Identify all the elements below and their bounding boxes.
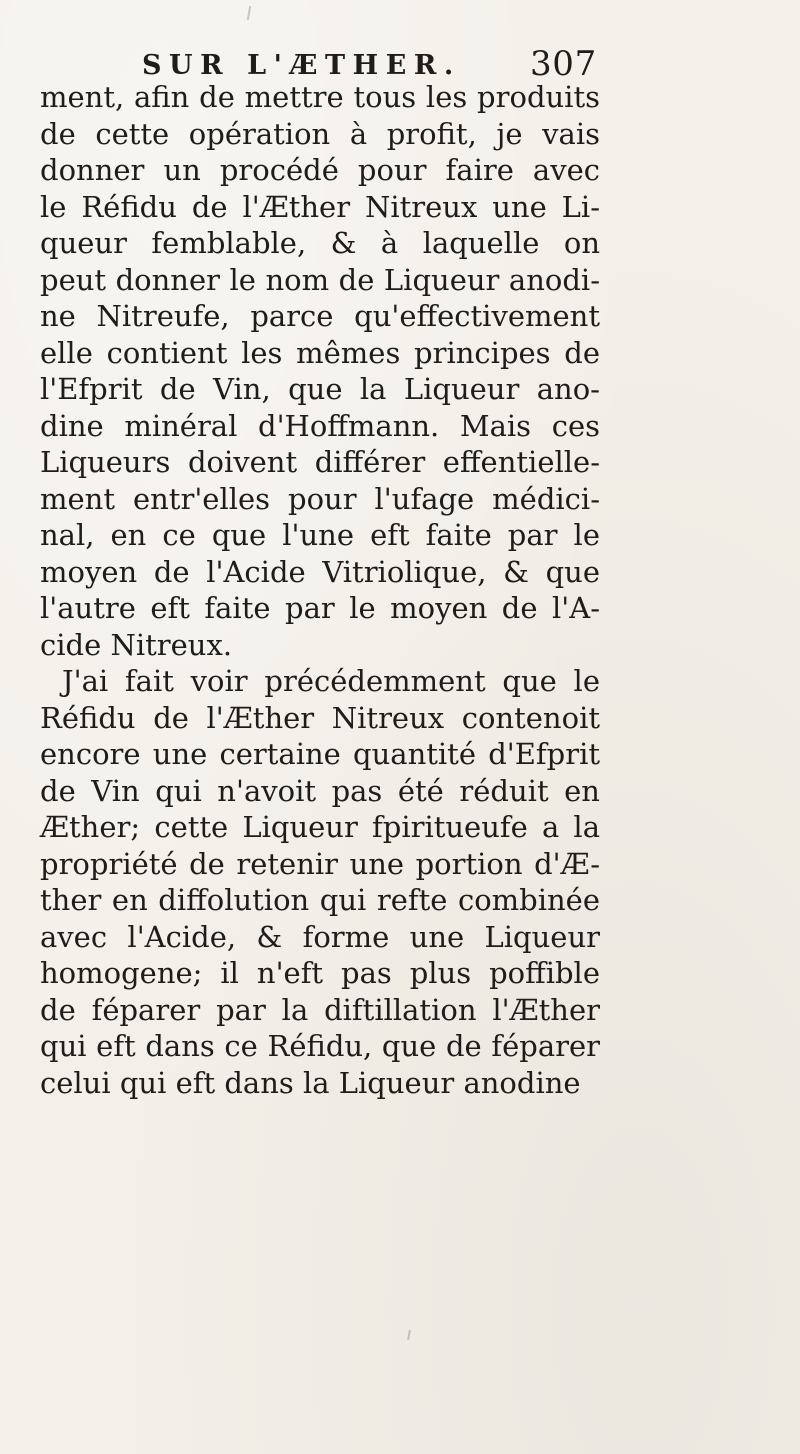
body-text (40, 79, 600, 1101)
text-line: nal, en ce que l'une eft faite par le (40, 518, 600, 552)
text-line: Æther; cette Liqueur fpiritueufe a la (40, 810, 600, 844)
text-line: ment entr'elles pour l'ufage médici- (40, 481, 600, 516)
text-line: de Vin qui n'avoit pas été réduit en (40, 773, 600, 808)
text-line: propriété de retenir une portion d'Æ- (40, 846, 600, 881)
text-line: encore une certaine quantité d'Efprit (40, 737, 600, 771)
text-line: de féparer par la diftillation l'Æther (40, 992, 600, 1027)
page-mark (407, 1330, 411, 1340)
running-head: SUR L'ÆTHER. (142, 50, 461, 81)
text-line: elle contient les mêmes principes de (40, 335, 600, 370)
text-line: le Réfidu de l'Æther Nitreux une Li- (40, 189, 600, 224)
text-line: moyen de l'Acide Vitriolique, & que (40, 554, 600, 589)
text-line: ne Nitreufe, parce qu'effectivement (40, 299, 600, 333)
text-line: queur femblable, & à laquelle on (40, 226, 600, 260)
text-line: dine minéral d'Hoffmann. Mais ces (40, 408, 600, 443)
text-line: qui eft dans ce Réfidu, que de féparer (40, 1029, 600, 1063)
text-line: cide Nitreux. (40, 627, 233, 662)
text-line: homogene; il n'eft pas plus poffible (40, 956, 600, 990)
text-line: donner un procédé pour faire avec (40, 153, 600, 187)
text-line: ther en diffolution qui refte combinée (40, 883, 600, 917)
text-line: l'Efprit de Vin, que la Liqueur ano- (40, 372, 600, 406)
text-line: Réfidu de l'Æther Nitreux contenoit (40, 700, 600, 735)
text-line: celui qui eft dans la Liqueur anodine (40, 1065, 581, 1100)
text-line: avec l'Acide, & forme une Liqueur (40, 919, 600, 954)
text-line: l'autre eft faite par le moyen de l'A- (40, 591, 600, 625)
text-line: de cette opération à profit, je vais (40, 116, 600, 151)
text-line: ment, afin de mettre tous les produits (40, 80, 600, 114)
text-line: J'ai fait voir précédemment que le (62, 664, 600, 698)
text-line: peut donner le nom de Liqueur anodi- (40, 262, 600, 297)
page-mark (247, 6, 251, 20)
text-line: Liqueurs doivent différer effentielle- (40, 445, 600, 479)
page-number: 307 (530, 44, 597, 84)
